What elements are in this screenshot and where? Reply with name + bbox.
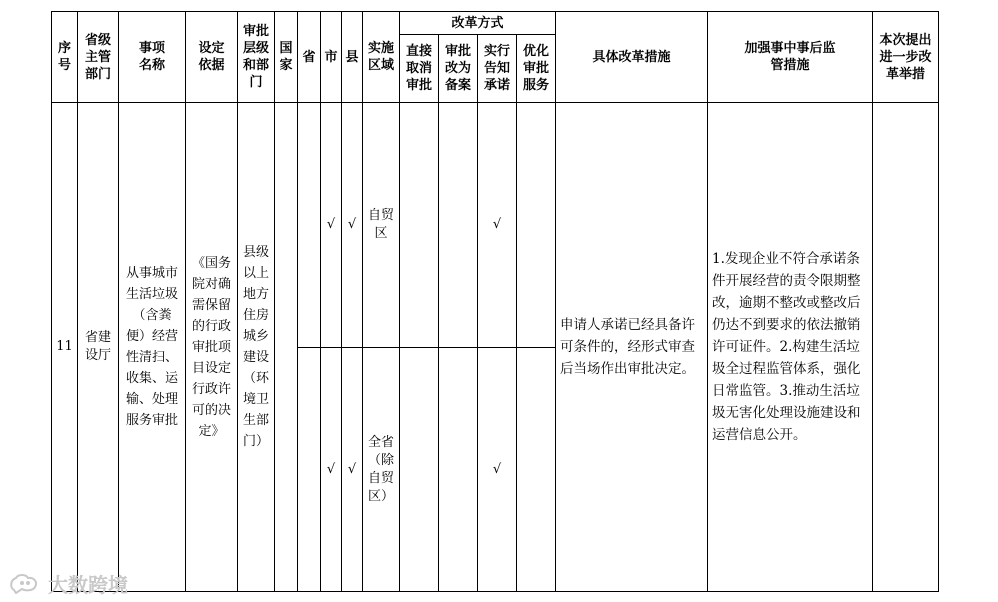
cell-prov-1	[298, 103, 321, 348]
header-cancel: 直接取消审批	[400, 35, 439, 103]
header-item: 事项名称	[119, 12, 186, 103]
header-filing: 审批改为备案	[439, 35, 478, 103]
cell-notify-1: √	[478, 103, 517, 348]
header-notify: 实行告知承诺	[478, 35, 517, 103]
header-optimize: 优化审批服务	[517, 35, 556, 103]
header-seq: 序号	[52, 12, 78, 103]
header-city: 市	[321, 12, 342, 103]
cell-seq: 11	[52, 103, 78, 592]
cell-cancel-2	[400, 348, 439, 592]
cell-optimize-2	[517, 348, 556, 592]
cell-area-2: 全省（除自贸区）	[363, 348, 400, 592]
header-county: 县	[342, 12, 363, 103]
cell-county-1: √	[342, 103, 363, 348]
cell-city-2: √	[321, 348, 342, 592]
chat-bubble-logo-icon	[8, 572, 44, 594]
watermark-text: 大数跨境	[48, 572, 128, 597]
cell-area-1: 自贸区	[363, 103, 400, 348]
cell-cancel-1	[400, 103, 439, 348]
header-basis: 设定依据	[186, 12, 238, 103]
cell-county-2: √	[342, 348, 363, 592]
cell-optimize-1	[517, 103, 556, 348]
cell-filing-2	[439, 348, 478, 592]
cell-measures: 申请人承诺已经具备许可条件的，经形式审查后当场作出审批决定。	[556, 103, 708, 592]
header-dept: 省级主管部门	[78, 12, 119, 103]
header-area: 实施区域	[363, 12, 400, 103]
cell-further	[873, 103, 939, 592]
header-nation: 国家	[275, 12, 298, 103]
header-level: 审批层级和部门	[238, 12, 275, 103]
header-supervision: 加强事中事后监管措施	[708, 12, 873, 103]
cell-basis: 《国务院对确需保留的行政审批项目设定行政许可的决定》	[186, 103, 238, 592]
cell-item: 从事城市生活垃圾（含粪便）经营性清扫、收集、运输、处理服务审批	[119, 103, 186, 592]
cell-prov-2	[298, 348, 321, 592]
watermark	[8, 570, 128, 596]
cell-level: 县级以上地方住房城乡建设（环境卫生部门）	[238, 103, 275, 592]
header-further: 本次提出进一步改革举措	[873, 12, 939, 103]
cell-supervision: 1.发现企业不符合承诺条件开展经营的责令限期整改，逾期不整改或整改后仍达不到要求的依法撤销许可证件。2.构建生活垃圾全过程监管体系，强化日常监管。3.推动生活垃圾无害化处理设施建设和运营信息公开。	[708, 103, 873, 592]
cell-city-1: √	[321, 103, 342, 348]
reform-table	[51, 11, 939, 592]
header-measures: 具体改革措施	[556, 12, 708, 103]
cell-dept: 省建设厅	[78, 103, 119, 592]
cell-filing-1	[439, 103, 478, 348]
header-reform-group: 改革方式	[400, 12, 556, 35]
cell-nation	[275, 103, 298, 592]
cell-notify-2: √	[478, 348, 517, 592]
header-prov: 省	[298, 12, 321, 103]
